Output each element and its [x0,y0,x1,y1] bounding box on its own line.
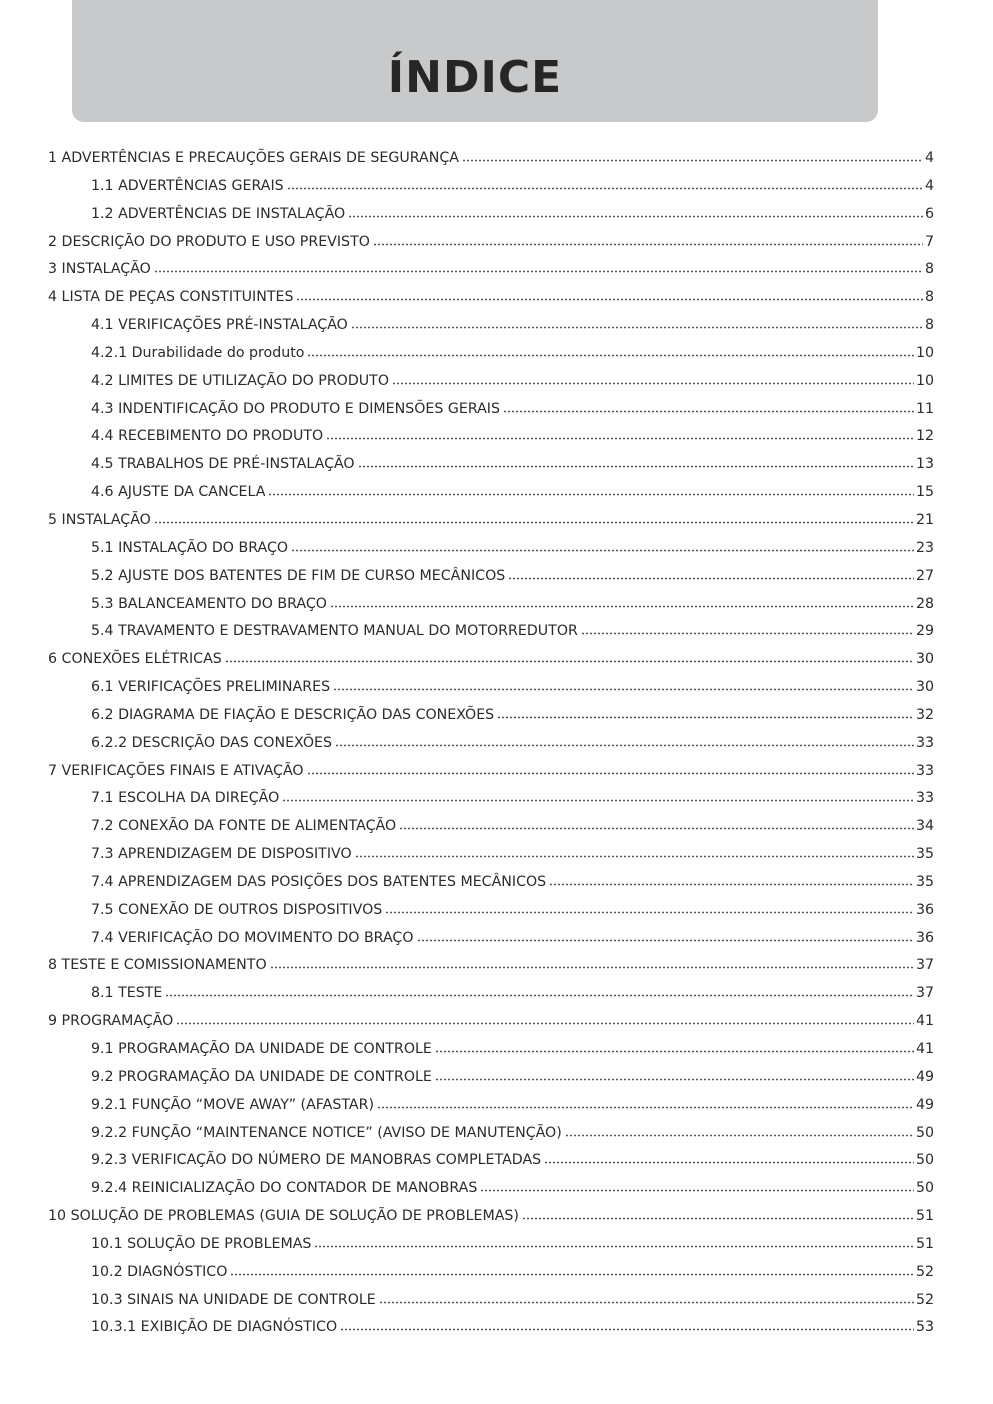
toc-entry[interactable] [48,813,934,841]
toc-dot-leader [377,1097,914,1109]
toc-entry-title: 10 SOLUÇÃO DE PROBLEMAS (GUIA DE SOLUÇÃO DE PROBLEMAS) [48,1208,519,1225]
toc-entry-page-number: 10 [915,344,934,361]
toc-entry[interactable] [48,507,934,535]
toc-dot-leader [497,707,914,719]
toc-dot-leader [503,401,914,413]
toc-entry-title: 4.1 VERIFICAÇÕES PRÉ-INSTALAÇÃO [91,317,348,334]
toc-dot-leader [399,818,914,830]
toc-dot-leader [176,1013,914,1025]
toc-entry-page-number: 49 [915,1096,934,1113]
toc-entry-page-number: 15 [915,484,934,501]
toc-dot-leader [307,763,914,775]
toc-entry[interactable] [48,1120,934,1148]
toc-entry-page-number: 50 [915,1180,934,1197]
toc-entry[interactable] [48,256,934,284]
toc-entry[interactable] [48,423,934,451]
toc-entry-page-number: 49 [915,1068,934,1085]
toc-dot-leader [417,930,914,942]
toc-dot-leader [154,261,923,273]
toc-entry-title: 7.4 VERIFICAÇÃO DO MOVIMENTO DO BRAÇO [91,929,414,946]
toc-entry[interactable] [48,563,934,591]
toc-entry-title: 6 CONEXÕES ELÉTRICAS [48,651,222,668]
toc-entry-page-number: 33 [915,790,934,807]
toc-entry[interactable] [48,1203,934,1231]
toc-entry[interactable] [48,897,934,925]
toc-entry-page-number: 33 [915,762,934,779]
toc-entry-title: 4.2 LIMITES DE UTILIZAÇÃO DO PRODUTO [91,372,389,389]
toc-entry-title: 9.2 PROGRAMAÇÃO DA UNIDADE DE CONTROLE [91,1068,432,1085]
toc-dot-leader [314,1236,914,1248]
toc-entry-page-number: 21 [915,511,934,528]
toc-entry-page-number: 50 [915,1124,934,1141]
toc-dot-leader [282,790,914,802]
toc-entry-page-number: 41 [915,1041,934,1057]
toc-entry-page-number: 33 [915,734,934,751]
toc-dot-leader [565,1125,914,1137]
toc-entry-page-number: 30 [915,679,934,696]
toc-dot-leader [335,735,914,747]
toc-entry[interactable] [48,145,934,173]
toc-dot-leader [358,456,914,468]
toc-entry-title: 5.2 AJUSTE DOS BATENTES DE FIM DE CURSO MECÂNICOS [91,567,506,584]
toc-entry-page-number: 13 [915,456,934,473]
toc-entry[interactable] [48,980,934,1008]
toc-entry[interactable] [48,618,934,646]
toc-entry-page-number: 29 [915,623,934,640]
toc-entry[interactable] [48,396,934,424]
toc-entry-title: 9.1 PROGRAMAÇÃO DA UNIDADE DE CONTROLE [91,1041,432,1057]
toc-entry[interactable] [48,173,934,201]
toc-entry-title: 9.2.2 FUNÇÃO “MAINTENANCE NOTICE” (AVISO DE MANUTENÇÃO) [91,1124,562,1141]
toc-entry[interactable] [48,451,934,479]
toc-entry[interactable] [48,702,934,730]
toc-entry[interactable] [48,1287,934,1315]
toc-dot-leader [522,1208,914,1220]
toc-entry-page-number: 30 [915,651,934,668]
toc-entry-title: 9.2.1 FUNÇÃO “MOVE AWAY” (AFASTAR) [91,1096,375,1113]
toc-dot-leader [330,596,914,608]
toc-entry-title: 5 INSTALAÇÃO [48,511,151,528]
toc-entry-page-number: 50 [915,1152,934,1169]
toc-entry-page-number: 27 [915,567,934,584]
toc-entry[interactable] [48,730,934,758]
toc-entry-page-number: 51 [915,1208,934,1225]
toc-entry-page-number: 35 [915,873,934,890]
toc-dot-leader [307,345,913,357]
toc-entry-page-number: 28 [915,595,934,612]
toc-entry[interactable] [48,535,934,563]
table-of-contents [48,145,934,1342]
toc-entry-page-number: 34 [915,818,934,835]
toc-entry[interactable] [48,1231,934,1259]
toc-entry-title: 9 PROGRAMAÇÃO [48,1013,174,1030]
toc-entry-page-number: 11 [915,400,934,417]
toc-entry-title: 8 TESTE E COMISSIONAMENTO [48,957,267,974]
toc-dot-leader [287,178,923,190]
toc-entry[interactable] [48,1259,934,1287]
toc-entry-title: 7.5 CONEXÃO DE OUTROS DISPOSITIVOS [91,901,383,918]
toc-dot-leader [165,985,914,997]
toc-entry-page-number: 12 [915,428,934,445]
toc-entry[interactable] [48,1064,934,1092]
toc-entry-page-number: 52 [915,1291,934,1308]
toc-dot-leader [340,1319,914,1331]
toc-entry[interactable] [48,925,934,953]
toc-entry-title: 4.4 RECEBIMENTO DO PRODUTO [91,428,324,445]
toc-dot-leader [351,317,923,329]
toc-entry-title: 1.2 ADVERTÊNCIAS DE INSTALAÇÃO [91,205,346,222]
toc-dot-leader [508,568,914,580]
toc-entry-title: 4.2.1 Durabilidade do produto [91,344,305,361]
toc-entry-title: 4.5 TRABALHOS DE PRÉ-INSTALAÇÃO [91,456,355,473]
toc-entry[interactable] [48,479,934,507]
toc-dot-leader [154,512,914,524]
toc-entry-title: 6.2.2 DESCRIÇÃO DAS CONEXÕES [91,734,332,751]
toc-entry[interactable] [48,758,934,786]
toc-entry-page-number: 8 [924,289,934,306]
toc-entry-title: 1 ADVERTÊNCIAS E PRECAUÇÕES GERAIS DE SEGURANÇA [48,150,459,166]
toc-entry[interactable] [48,201,934,229]
toc-entry-title: 4.6 AJUSTE DA CANCELA [91,484,266,501]
toc-entry-page-number: 35 [915,846,934,863]
toc-entry[interactable] [48,1147,934,1175]
toc-entry-page-number: 51 [915,1235,934,1252]
toc-dot-leader [544,1152,914,1164]
toc-entry-title: 8.1 TESTE [91,985,163,1002]
toc-dot-leader [480,1180,914,1192]
toc-entry-title: 9.2.3 VERIFICAÇÃO DO NÚMERO DE MANOBRAS COMPLETADAS [91,1152,542,1169]
toc-entry-title: 7.2 CONEXÃO DA FONTE DE ALIMENTAÇÃO [91,818,397,835]
toc-entry-page-number: 4 [924,177,934,194]
toc-entry-page-number: 32 [915,706,934,723]
toc-entry-title: 6.1 VERIFICAÇÕES PRELIMINARES [91,679,331,696]
toc-entry-page-number: 6 [924,205,934,222]
toc-entry-title: 7.4 APRENDIZAGEM DAS POSIÇÕES DOS BATENTES MECÂNICOS [91,873,547,890]
toc-entry[interactable] [48,368,934,396]
toc-entry[interactable] [48,952,934,980]
toc-dot-leader [225,651,914,663]
toc-entry-page-number: 10 [915,372,934,389]
toc-dot-leader [268,484,914,496]
toc-entry-title: 4.3 INDENTIFICAÇÃO DO PRODUTO E DIMENSÕES GERAIS [91,400,500,417]
toc-dot-leader [435,1069,914,1081]
toc-dot-leader [549,874,914,886]
toc-entry-page-number: 36 [915,929,934,946]
toc-entry-title: 5.4 TRAVAMENTO E DESTRAVAMENTO MANUAL DO MOTORREDUTOR [91,623,578,640]
toc-entry[interactable] [48,841,934,869]
toc-dot-leader [230,1264,914,1276]
toc-entry[interactable] [48,229,934,257]
toc-entry-page-number: 37 [915,985,934,1002]
header-band [72,0,878,122]
toc-entry[interactable] [48,1175,934,1203]
toc-entry[interactable] [48,312,934,340]
toc-dot-leader [581,623,914,635]
page-title: ÍNDICE [387,52,563,103]
toc-dot-leader [435,1041,914,1053]
toc-entry[interactable] [48,284,934,312]
toc-dot-leader [379,1292,914,1304]
toc-entry-page-number: 4 [924,150,934,166]
toc-entry-page-number: 8 [924,317,934,334]
toc-entry-page-number: 53 [915,1319,934,1336]
toc-entry-page-number: 23 [915,539,934,556]
toc-dot-leader [348,206,923,218]
toc-entry-title: 7 VERIFICAÇÕES FINAIS E ATIVAÇÃO [48,762,304,779]
toc-entry-page-number: 8 [924,261,934,278]
toc-entry-title: 3 INSTALAÇÃO [48,261,151,278]
toc-dot-leader [291,540,914,552]
toc-entry-title: 5.1 INSTALAÇÃO DO BRAÇO [91,539,289,556]
toc-entry-page-number: 7 [924,233,934,250]
toc-entry-title: 10.2 DIAGNÓSTICO [91,1263,228,1280]
toc-dot-leader [355,846,914,858]
toc-dot-leader [333,679,914,691]
toc-dot-leader [392,373,914,385]
toc-entry-title: 9.2.4 REINICIALIZAÇÃO DO CONTADOR DE MANOBRAS [91,1180,478,1197]
toc-dot-leader [296,289,922,301]
toc-entry-title: 7.1 ESCOLHA DA DIREÇÃO [91,790,280,807]
toc-entry-title: 10.3 SINAIS NA UNIDADE DE CONTROLE [91,1291,376,1308]
toc-entry[interactable] [48,591,934,619]
toc-entry[interactable] [48,1036,934,1064]
toc-dot-leader [270,957,914,969]
toc-entry-title: 10.3.1 EXIBIÇÃO DE DIAGNÓSTICO [91,1319,338,1336]
toc-entry[interactable] [48,646,934,674]
toc-entry-title: 7.3 APRENDIZAGEM DE DISPOSITIVO [91,846,352,863]
toc-entry[interactable] [48,340,934,368]
toc-entry[interactable] [48,1092,934,1120]
toc-entry-page-number: 41 [915,1013,934,1030]
toc-dot-leader [385,902,914,914]
toc-entry-title: 4 LISTA DE PEÇAS CONSTITUINTES [48,289,294,306]
toc-entry-title: 6.2 DIAGRAMA DE FIAÇÃO E DESCRIÇÃO DAS CONEXÕES [91,706,495,723]
toc-entry-title: 10.1 SOLUÇÃO DE PROBLEMAS [91,1235,312,1252]
toc-entry[interactable] [48,1008,934,1036]
toc-entry-page-number: 52 [915,1263,934,1280]
toc-dot-leader [373,234,923,246]
toc-entry[interactable] [48,869,934,897]
toc-dot-leader [326,428,914,440]
toc-entry[interactable] [48,674,934,702]
toc-entry[interactable] [48,1314,934,1342]
toc-entry[interactable] [48,785,934,813]
toc-entry-title: 2 DESCRIÇÃO DO PRODUTO E USO PREVISTO [48,233,370,250]
toc-entry-page-number: 36 [915,901,934,918]
toc-dot-leader [462,150,923,162]
toc-entry-page-number: 37 [915,957,934,974]
toc-entry-title: 5.3 BALANCEAMENTO DO BRAÇO [91,595,327,612]
toc-entry-title: 1.1 ADVERTÊNCIAS GERAIS [91,177,284,194]
